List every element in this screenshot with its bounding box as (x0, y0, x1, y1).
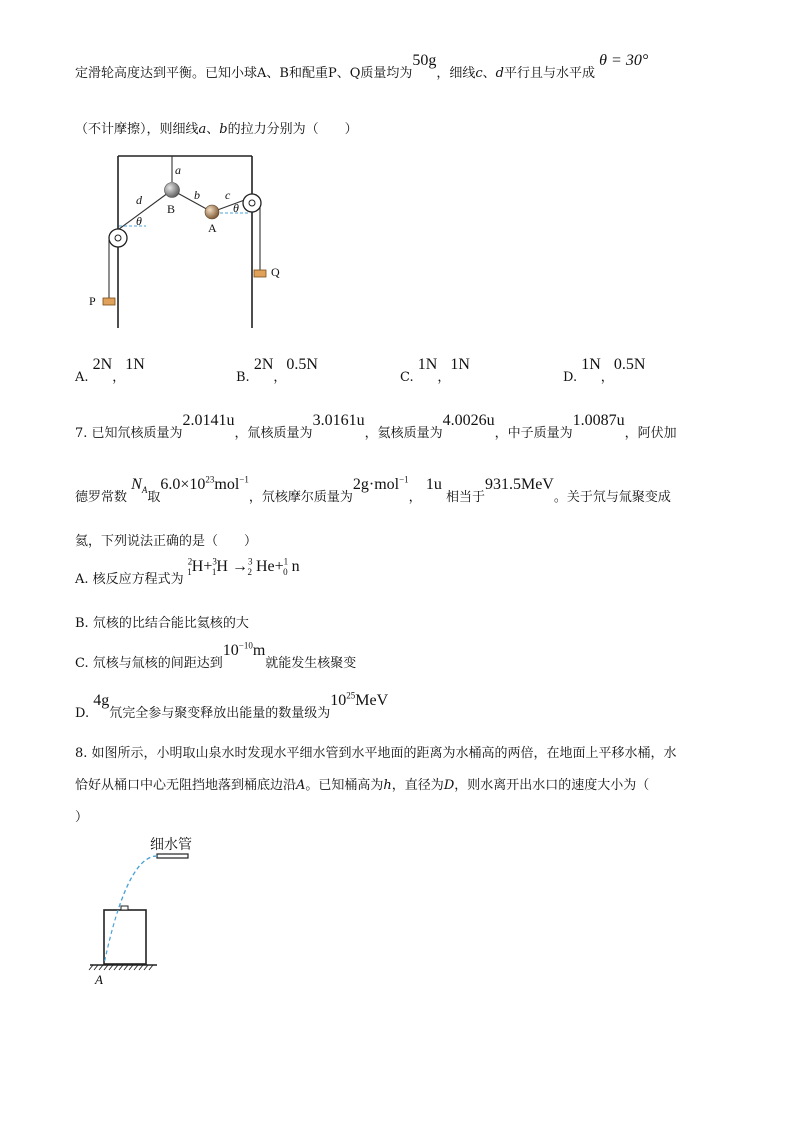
label-theta-left: θ (136, 214, 142, 228)
label-d: d (136, 193, 142, 207)
label-c: c (225, 188, 231, 202)
math-exp: 23 (205, 474, 215, 485)
text-seg: D. (75, 706, 90, 721)
text-seg: ， (408, 490, 422, 505)
nuclear-equation (187, 556, 300, 578)
weight-p (103, 298, 115, 305)
option-letter: B. (236, 370, 250, 385)
math-mass-helium: 4.0026u (442, 412, 495, 429)
q8-line-2 (75, 774, 649, 793)
math-u: 1u (425, 476, 442, 493)
eq-op: + (203, 558, 213, 575)
option-value-2: 1N (125, 356, 145, 373)
q7-option-b[interactable] (75, 612, 249, 631)
text-seg: ，氦核质量为 (364, 426, 443, 441)
pulley-diagram (80, 150, 300, 335)
label-b: b (194, 188, 200, 202)
q8-line-3 (75, 806, 88, 825)
math-seg: 10 (330, 692, 347, 709)
q7-option-c[interactable] (75, 640, 357, 672)
eq-op: → (231, 558, 248, 575)
weight-q (254, 270, 266, 277)
text-seg: 平行且与水平成 (504, 66, 596, 81)
eq-charge-number: 1 (187, 567, 192, 578)
text-seg: 取 (147, 490, 161, 505)
option-sep: ， (437, 370, 451, 385)
pulley-right (243, 194, 261, 212)
var-h: h (383, 778, 392, 793)
text-seg: ，细线 (436, 66, 476, 81)
label-theta-right: θ (233, 201, 239, 215)
text-seg: A. 核反应方程式为 (75, 572, 184, 587)
text-seg: 8. 如图所示，小明取山泉水时发现水平细水管到水平地面的距离为水桶高的两倍，在地面上平移水桶，水 (75, 746, 677, 761)
math-mass: 4g (93, 692, 110, 709)
math-molar-mass (353, 476, 409, 493)
q7-option-d[interactable] (75, 690, 389, 722)
option-value-1: 2N (92, 356, 113, 373)
text-seg: C. 氘核与氚核的间距达到 (75, 656, 223, 671)
text-seg: （不计摩擦），则细线 (75, 122, 199, 137)
pulley-left (109, 229, 127, 247)
q6-line-2 (75, 118, 358, 137)
text-seg: B. 氘核的比结合能比氦核的大 (75, 616, 249, 631)
text-seg: 7. 已知氘核质量为 (75, 426, 183, 441)
bucket-mouth (121, 906, 128, 910)
label-a: a (175, 163, 181, 177)
option-value-1: 1N (581, 356, 601, 373)
text-seg: 。已知桶高为 (305, 778, 384, 793)
q7-line-3 (75, 530, 257, 549)
math-na-value (160, 476, 249, 493)
math-distance (223, 642, 266, 659)
eq-symbol: He (255, 558, 275, 575)
var-A: A (296, 778, 306, 793)
math-seg: MeV (355, 692, 389, 709)
q8-line-1 (75, 742, 677, 761)
bucket-diagram (85, 832, 235, 992)
text-seg: 氘完全参与聚变释放出能量的数量级为 (109, 706, 331, 721)
text-seg: ） (75, 810, 89, 825)
ground-hatching (89, 965, 153, 970)
math-mass-deuterium: 2.0141u (182, 412, 235, 429)
text-seg: 德罗常数 (75, 490, 128, 505)
math-na (131, 476, 148, 496)
q6-option-c[interactable] (400, 356, 470, 386)
point-a-label: A (95, 972, 103, 987)
eq-charge-number: 1 (211, 567, 217, 578)
math-energy: 931.5MeV (484, 476, 554, 493)
eq-mass-number: 2 (187, 556, 193, 567)
text-seg: ，氚核质量为 (234, 426, 313, 441)
q7-option-a[interactable] (75, 556, 300, 589)
option-value-1: 1N (417, 356, 438, 373)
option-sep: ， (600, 370, 614, 385)
option-value-1: 2N (253, 356, 274, 373)
text-seg: ，中子质量为 (494, 426, 573, 441)
eq-mass-number: 1 (283, 556, 289, 567)
q6-line-1 (75, 52, 649, 82)
math-seg: 6.0×10 (160, 476, 206, 493)
text-seg: 氦，下列说法正确的是（ ） (75, 534, 258, 549)
math-exp: −1 (239, 474, 249, 485)
q6-option-a[interactable] (75, 356, 145, 386)
var-b: b (219, 122, 228, 137)
string-d (115, 190, 172, 232)
math-exp: −1 (399, 474, 409, 485)
eq-charge-number: 0 (283, 567, 288, 578)
var-d: d (495, 66, 504, 81)
text-seg: ，氘核摩尔质量为 (248, 490, 353, 505)
eq-op: + (274, 558, 284, 575)
water-pipe (157, 854, 188, 858)
math-seg: 2g·mol (352, 476, 400, 493)
eq-symbol: H (191, 558, 204, 575)
math-mass-neutron: 1.0087u (572, 412, 625, 429)
eq-symbol: n (291, 558, 300, 575)
var-a: a (198, 122, 207, 137)
pipe-label: 细水管 (150, 837, 192, 853)
math-mass: 50g (412, 52, 437, 69)
option-letter: D. (563, 370, 578, 385)
q6-option-b[interactable] (236, 356, 318, 386)
math-na-symbol: N (131, 476, 142, 493)
text-seg: 恰好从桶口中心无阻挡地落到桶底边沿 (75, 778, 297, 793)
text-seg: 、 (206, 122, 220, 137)
math-exp: 25 (346, 690, 356, 701)
math-exp: −10 (238, 640, 253, 651)
math-seg: mol (214, 476, 240, 493)
label-p: P (89, 294, 96, 308)
text-seg: 相当于 (445, 490, 485, 505)
eq-mass-number: 3 (212, 556, 217, 567)
ball-a (205, 205, 219, 219)
label-q: Q (271, 265, 280, 279)
var-D: D (443, 778, 455, 793)
label-ball-a: A (208, 221, 217, 235)
label-ball-b: B (167, 202, 176, 216)
option-letter: C. (400, 370, 414, 385)
math-theta: θ = 30° (599, 52, 649, 69)
eq-symbol: H (216, 558, 228, 575)
math-seg: 10 (222, 642, 239, 659)
text-seg: 就能发生核聚变 (265, 656, 357, 671)
option-sep: ， (112, 370, 126, 385)
option-value-2: 0.5N (286, 356, 318, 373)
text-seg: ，直径为 (391, 778, 444, 793)
text-seg: 。关于氘与氚聚变成 (553, 490, 671, 505)
math-energy-order (330, 692, 388, 709)
text-seg: 、 (482, 66, 496, 81)
var-c: c (475, 66, 483, 81)
math-mass-tritium: 3.0161u (312, 412, 365, 429)
eq-mass-number: 3 (247, 556, 253, 567)
ball-b (165, 183, 180, 198)
q6-option-d[interactable] (563, 356, 646, 386)
option-sep: ， (273, 370, 287, 385)
text-seg: 定滑轮高度达到平衡。已知小球A、B和配重P、Q质量均为 (75, 66, 413, 81)
option-value-2: 0.5N (613, 356, 646, 373)
text-seg: ，则水离开出水口的速度大小为（ (454, 778, 650, 793)
text-seg: ，阿伏加 (624, 426, 677, 441)
math-na-sub: A (141, 485, 148, 496)
option-letter: A. (75, 370, 89, 385)
text-seg: 的拉力分别为（ ） (227, 122, 358, 137)
option-value-2: 1N (450, 356, 470, 373)
math-seg: m (252, 642, 266, 659)
eq-charge-number: 2 (247, 567, 252, 578)
q7-line-1 (75, 412, 677, 442)
